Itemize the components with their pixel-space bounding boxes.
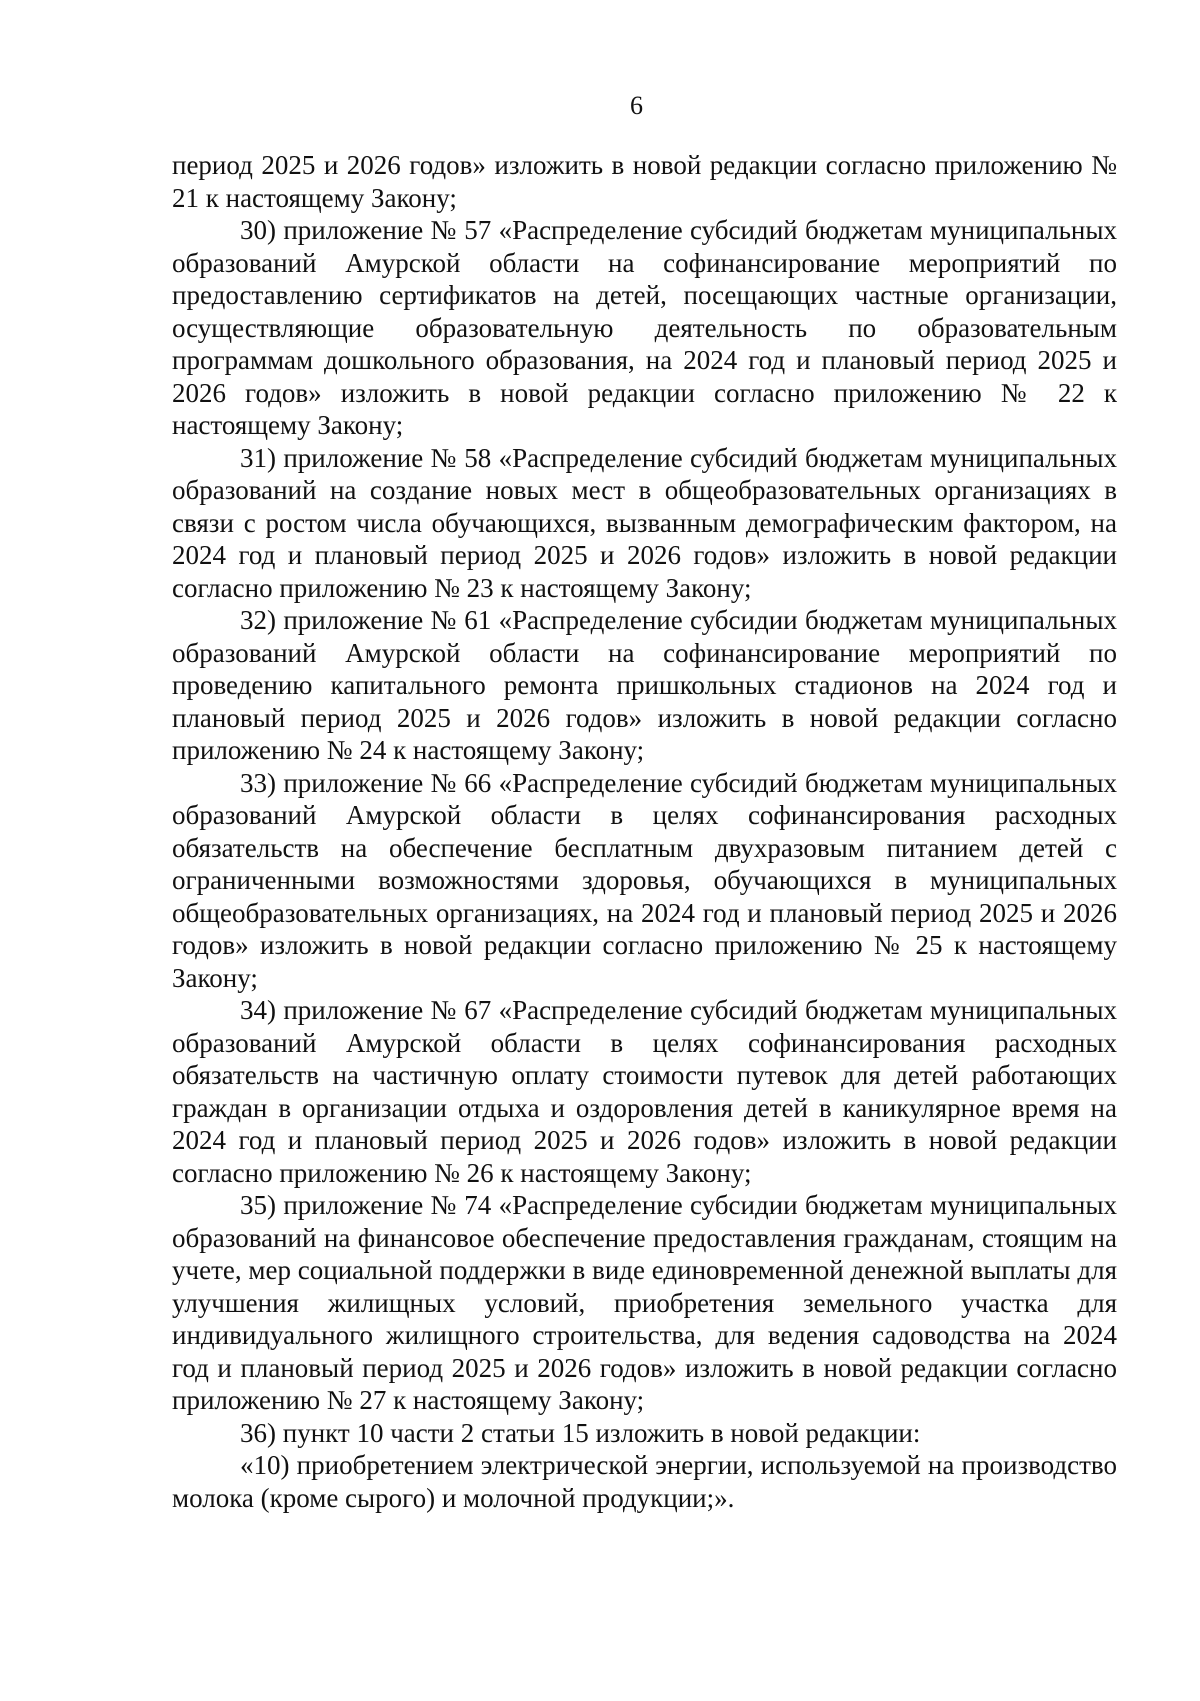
paragraph-item-35: 35) приложение № 74 «Распределение субсидии бюджетам муниципальных образований на финансовое обеспечение предоставления гражданам, стоящим на учете, мер социальной поддержки в виде единовременной денежной выплаты для улучшения жилищных условий, приобретения земельного участка для индивидуального жилищного строительства, для ведения садоводства на 2024 год и плановый период 2025 и 2026 годов» изложить в новой редакции согласно приложению № 27 к настоящему Закону; [172,1190,1117,1415]
paragraph-continuation: период 2025 и 2026 годов» изложить в новой редакции согласно приложению № 21 к настоящему Закону; [172,150,1117,213]
paragraph-item-30: 30) приложение № 57 «Распределение субсидий бюджетам муниципальных образований Амурской области на софинансирование мероприятий по предоставлению сертификатов на детей, посещающих частные организации, осуществляющие образовательную деятельность по образовательным программам дошкольного образования, на 2024 год и плановый период 2025 и 2026 годов» изложить в новой редакции согласно приложению № 22 к настоящему Закону; [172,215,1117,440]
paragraph-item-33: 33) приложение № 66 «Распределение субсидий бюджетам муниципальных образований Амурской области в целях софинансирования расходных обязательств на обеспечение бесплатным двухразовым питанием детей с ограниченными возможностями здоровья, обучающихся в муниципальных общеобразовательных организациях, на 2024 год и плановый период 2025 и 2026 годов» изложить в новой редакции согласно приложению № 25 к настоящему Закону; [172,767,1117,993]
page-number: 6 [630,91,643,120]
paragraph-item-31: 31) приложение № 58 «Распределение субсидий бюджетам муниципальных образований на создание новых мест в общеобразовательных организациях в связи с ростом числа обучающихся, вызванным демографическим фактором, на 2024 год и плановый период 2025 и 2026 годов» изложить в новой редакции согласно приложению № 23 к настоящему Закону; [172,442,1117,603]
paragraph-item-36: 36) пункт 10 части 2 статьи 15 изложить в новой редакции: [240,1417,921,1448]
document-body [172,149,1117,1514]
paragraph-item-32: 32) приложение № 61 «Распределение субсидии бюджетам муниципальных образований Амурской области на софинансирование мероприятий по проведению капитального ремонта пришкольных стадионов на 2024 год и плановый период 2025 и 2026 годов» изложить в новой редакции согласно приложению № 24 к настоящему Закону; [172,605,1117,765]
paragraph-quoted-item-10: «10) приобретением электрической энергии, используемой на производство молока (кроме сырого) и молочной продукции;». [172,1450,1117,1513]
paragraph-item-34: 34) приложение № 67 «Распределение субсидий бюджетам муниципальных образований Амурской области в целях софинансирования расходных обязательств на частичную оплату стоимости путевок для детей работающих граждан в организации отдыха и оздоровления детей в каникулярное время на 2024 год и плановый период 2025 и 2026 годов» изложить в новой редакции согласно приложению № 26 к настоящему Закону; [172,995,1117,1188]
